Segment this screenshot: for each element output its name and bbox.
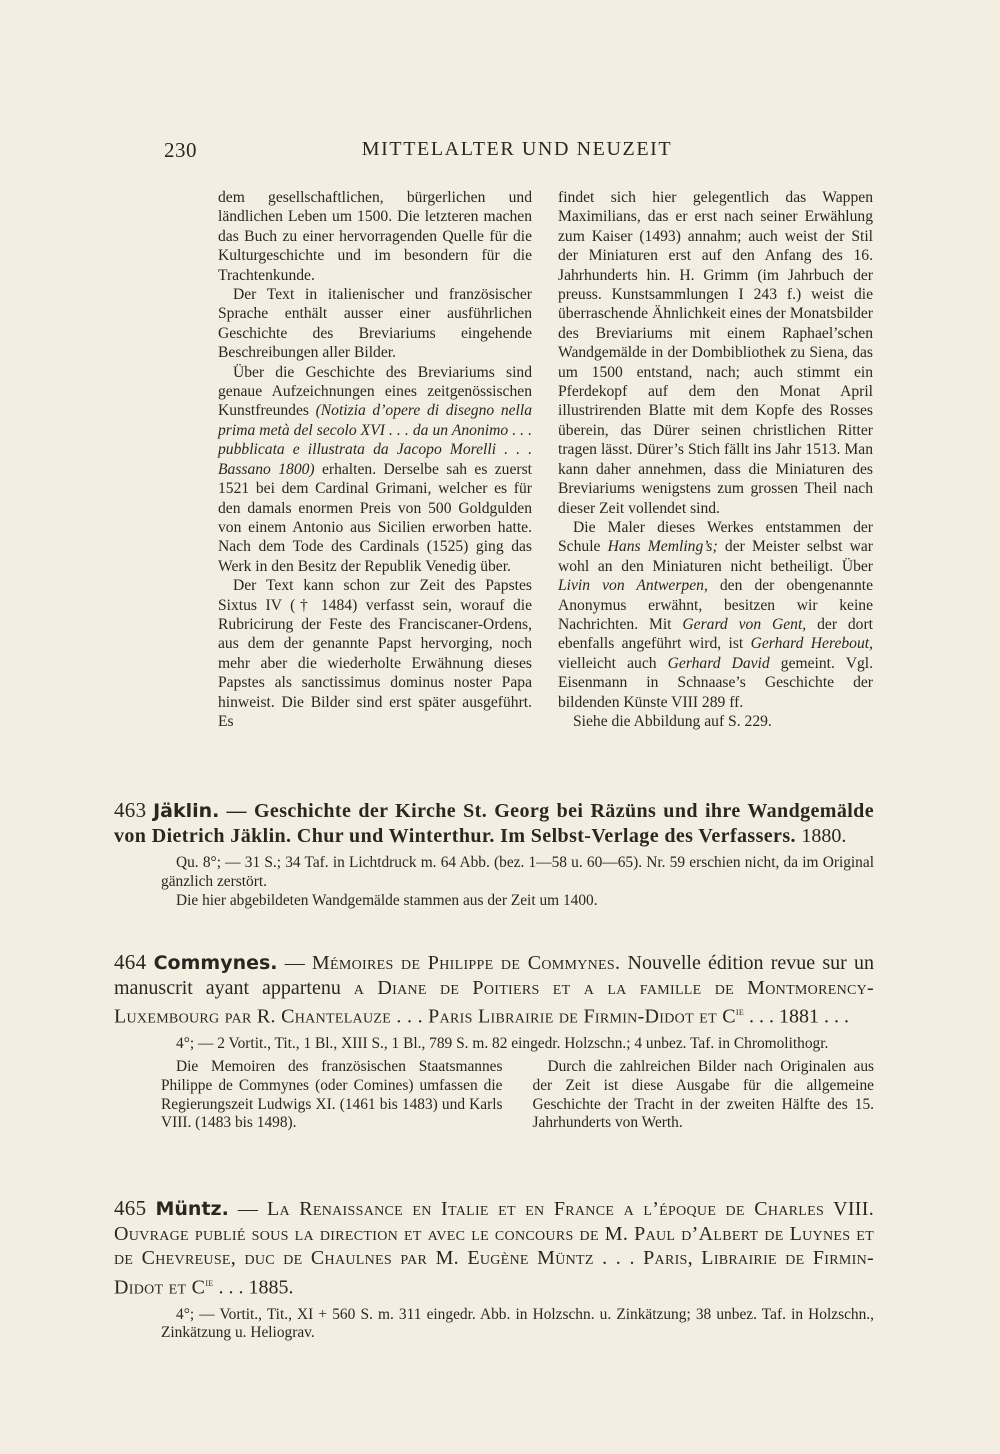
physical-description: 4°; — 2 Vortit., Tit., 1 Bl., XIII S., 1 Bl., 789 S. m. 82 eingedr. Holzschn.; 4 unbez. Taf. in Chromolithogr. — [176, 1035, 829, 1053]
text-run: gemeint. Vgl. Eisenmann in Schnaase’s Geschichte der bildenden Künste VIII 289 ff. — [558, 654, 873, 711]
left-column — [218, 188, 532, 731]
entry-heading — [114, 1196, 874, 1300]
text-run: den der obengenannte Anonymus erwähnt, besitzen wir keine Nachrichten. Mit — [558, 577, 874, 633]
right-paragraph-1: findet sich hier gelegentlich das Wappen Maximilians, das er erst nach seiner Erwählung zum Kaiser (1493) annahm; auch weist der Stil der Miniaturen erst auf den Anfang des 16. Jahrhunderts hin. H. Grimm (im Jahrbuch der preuss. Kunstsammlungen I 243 f.) weist die überraschende Ähnlichkeit eines der Monatsbilder des Breviariums mit einem Raphael’schen Wandgemälde in der Dombibliothek zu Siena, das um 1500 entstand, nach; auch stimmt ein Pferdekopf auf dem den Monat April illustrirenden Blatte mit dem Kopfe des Rosses überein, das Dürer seinen christlichen Ritter tragen lässt. Dürer’s Stich fällt ins Jahr 1513. Man kann daher annehmen, dass die Miniaturen des Breviariums wenigstens zum grossen Theil nach dieser Zeit vollendet sind. — [558, 189, 873, 517]
artist-name: Gerard von Gent, — [682, 615, 807, 633]
artist-name: Gerhard Herebout, — [750, 635, 873, 653]
entry-title: La Renaissance en Italie et en France a l’époque de Charles VIII. Ouvrage publié sous la direction et avec le concours de M. Paul d’Albert de Luynes et de Chevreuse, duc de Chaulnes par M. Eugène Müntz . . . Paris, Librairie de Firmin-Didot et C — [114, 1198, 875, 1299]
page-header — [164, 138, 870, 168]
entry-year: 1880. — [801, 824, 847, 847]
entry-title: Mémoires de Philippe de Commynes. — [311, 952, 621, 974]
entry-author: Jäklin. — [153, 800, 220, 822]
text-run: Die Maler dieses Werkes entstammen der Schule — [558, 518, 873, 556]
source-citation: (Notizia d’opere di disegno nella prima metà del secolo XVI . . . da un Anonimo . . . pubblicata e illustrata da Jacopo Morelli . . . Bassano 1800) — [218, 402, 532, 478]
artist-name: Gerhard David — [667, 654, 770, 672]
entry-year: . . . 1885. — [213, 1276, 294, 1299]
entry-number: 465 — [114, 1196, 147, 1220]
entry-description — [114, 854, 874, 910]
physical-description: Qu. 8°; — 31 S.; 34 Taf. in Lichtdruck m. 64 Abb. (bez. 1—58 u. 60—65). Nr. 59 erschien nicht, da im Original gänzlich zerstört. — [161, 854, 874, 890]
right-column — [558, 188, 873, 731]
entry-title-continued: a Diane de Poitiers et a la famille de Montmorency-Luxembourg par R. Chantelauze . . . Paris Librairie de Firmin-Didot et C — [114, 976, 875, 1028]
entry-number: 464 — [114, 950, 147, 974]
entry-464 — [114, 950, 874, 1133]
text-run: der dort ebenfalls angeführt wird, ist — [558, 615, 874, 653]
entry-description — [114, 1306, 874, 1344]
physical-description: 4°; — Vortit., Tit., XI + 560 S. m. 311 eingedr. Abb. in Holzschn. u. Zinkätzung; 38 unbez. Taf. in Holzschn., Zinkätzung u. Heliograv. — [161, 1305, 874, 1342]
left-paragraph-3 — [218, 363, 532, 576]
running-title: MITTELALTER UND NEUZEIT — [361, 138, 673, 160]
text-run: Über die Geschichte des Breviariums sind genaue Aufzeichnungen eines zeitgenössischen Kunstfreundes — [218, 363, 532, 420]
entry-notes — [114, 1058, 874, 1133]
text-run: vielleicht auch — [558, 654, 668, 672]
left-paragraph-1: dem gesellschaftlichen, bürgerlichen und ländlichen Leben um 1500. Die letzteren machen das Buch zu einer hervorragenden Quelle für die Kulturgeschichte und im besondern für die Trachtenkunde. — [218, 189, 532, 284]
entry-note-left: Die Memoiren des französischen Staatsmannes Philippe de Commynes (oder Comines) umfassen die Regierungszeit Ludwigs XI. (1461 bis 1483) und Karls VIII. (1483 bis 1498). — [161, 1057, 503, 1132]
entry-heading — [114, 798, 874, 848]
entry-author: Commynes. — [153, 952, 278, 974]
entry-note-right: Durch die zahlreichen Bilder nach Originalen aus der Zeit ist diese Ausgabe für die allgemeine Geschichte der Tracht in der zweiten Hälfte des 15. Jahrhunderts von Werth. — [532, 1057, 874, 1132]
artist-name: Livin von Antwerpen, — [558, 577, 708, 595]
text-run: erhalten. Derselbe sah es zuerst 1521 bei dem Cardinal Grimani, welcher es für den damals enormen Preis von 500 Goldgulden von einem Antonio aus Sicilien erworben hatte. Nach dem Tode des Cardinals (1525) ging das Werk in den Besitz der Republik Venedig über. — [218, 460, 532, 575]
entry-number: 463 — [114, 798, 147, 822]
artist-name: Hans Memling’s; — [607, 538, 718, 556]
entry-title: — Geschichte der Kirche St. Georg bei Räzüns und ihre Wandgemälde von Dietrich Jäklin. Chur und Winterthur. Im Selbst-Verlage des Verfassers. — [114, 800, 874, 847]
superscript: ie — [735, 1006, 745, 1018]
left-paragraph-2: Der Text in italienischer und französischer Sprache enthält ausser einer ausführlichen Geschichte des Breviariums eingehende Beschreibungen aller Bilder. — [218, 286, 532, 362]
right-paragraph-2 — [558, 518, 873, 712]
left-paragraph-4: Der Text kann schon zur Zeit des Papstes Sixtus IV († 1484) verfasst sein, worauf die Rubricirung der Feste des Franciscaner-Ordens, aus dem der genannte Papst hervorging, noch mehr aber die wiederholte Erwähnung dieses Papstes als sanctissimus dominus noster Papa hinweist. Die Bilder sind erst später ausgeführt. Es — [218, 577, 532, 730]
text-run: der Meister selbst war wohl an den Miniaturen nicht betheiligt. Über — [558, 538, 873, 575]
entry-heading: 464 Commynes. — Mémoires de Philippe de Commynes. Nouvelle édition revue sur un manuscrit ayant appartenu a Diane de Poitiers et a la famille de Montmorency-Luxembourg par R. Chantelauze . . . Paris Librairie de Firmin-Didot et $C^{ie}$ . . . 1881 . . . — [114, 950, 875, 1028]
entry-title-continued: Nouvelle édition revue sur un manuscrit ayant appartenu — [114, 952, 875, 999]
entry-note: Die hier abgebildeten Wandgemälde stammen aus der Zeit um 1400. — [176, 891, 598, 909]
entry-465 — [114, 1196, 874, 1343]
right-paragraph-3: Siehe die Abbildung auf S. 229. — [573, 712, 772, 730]
superscript: ie — [205, 1276, 214, 1289]
entry-description — [114, 1035, 874, 1054]
entry-year: . . . 1881 . . . — [744, 1005, 850, 1028]
text-run: — — [228, 1198, 267, 1220]
entry-author: Müntz. — [155, 1198, 229, 1220]
entry-463 — [114, 798, 874, 910]
page-number: 230 — [164, 138, 197, 162]
